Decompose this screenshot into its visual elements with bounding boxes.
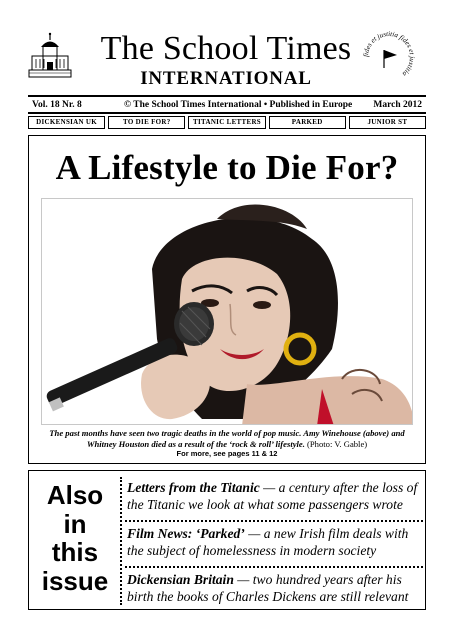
masthead bbox=[0, 0, 452, 96]
newspaper-title: The School Times bbox=[100, 30, 352, 67]
photo-caption bbox=[37, 428, 417, 450]
svg-text:fides et justitia fides et jus: fides et justitia fides et justitia bbox=[361, 29, 417, 78]
heading-line: this bbox=[51, 537, 99, 567]
cover-photo bbox=[41, 198, 413, 425]
also-in-this-issue-heading bbox=[33, 481, 117, 595]
teaser-title: Dickensian Britain bbox=[127, 572, 234, 587]
dotted-divider bbox=[120, 477, 122, 605]
teaser-title: Film News: ‘Parked’ bbox=[127, 526, 245, 541]
school-building-logo bbox=[28, 32, 72, 78]
caption-text: The past months have seen two tragic deaths in the world of pop music. Amy Winehouse (above) and Whitney Houston died as a result of the ‘rock & roll’ lifestyle. bbox=[49, 428, 405, 449]
see-more-pages: For more, see pages 11 & 12 bbox=[176, 449, 278, 458]
nav-tab-to-die-for[interactable]: TO DIE FOR? bbox=[108, 116, 185, 129]
cover-headline: A Lifestyle to Die For? bbox=[55, 148, 399, 187]
masthead-rule-bottom bbox=[28, 112, 426, 114]
nav-tab-dickensian-uk[interactable]: DICKENSIAN UK bbox=[28, 116, 105, 129]
teaser-titanic-letters[interactable] bbox=[127, 479, 423, 513]
nav-tab-titanic-letters[interactable]: TITANIC LETTERS bbox=[188, 116, 265, 129]
newspaper-subtitle: INTERNATIONAL bbox=[140, 68, 312, 89]
issue-date: March 2012 bbox=[373, 100, 422, 110]
nav-tab-junior-st[interactable]: JUNIOR ST bbox=[349, 116, 426, 129]
photo-credit: (Photo: V. Gable) bbox=[304, 439, 368, 449]
publisher-line: © The School Times International • Published in Europe bbox=[124, 100, 353, 110]
teaser-title: Letters from the Titanic bbox=[127, 480, 260, 495]
masthead-rule-top bbox=[28, 95, 426, 97]
teaser-text: — a new Irish film deals with the subject of homelessness in modern society bbox=[127, 526, 409, 558]
singer-illustration bbox=[42, 199, 413, 425]
teaser-text: — a century after the loss of the Titanic we look at what some passengers wrote bbox=[127, 480, 418, 512]
teaser-text: — two hundred years after his birth the books of Charles Dickens are still relevant bbox=[127, 572, 409, 604]
motto-seal-logo bbox=[360, 28, 418, 86]
heading-line: issue bbox=[41, 565, 109, 596]
teaser-parked[interactable] bbox=[127, 525, 423, 559]
heading-line: in bbox=[63, 508, 87, 539]
heading-line: Also bbox=[46, 480, 104, 510]
cover-story bbox=[28, 135, 426, 464]
issue-info bbox=[32, 98, 422, 112]
teaser-dickensian-britain[interactable] bbox=[127, 571, 423, 605]
teaser-separator bbox=[125, 566, 423, 568]
section-nav bbox=[28, 116, 426, 129]
nav-tab-parked[interactable]: PARKED bbox=[269, 116, 346, 129]
teaser-separator bbox=[125, 520, 423, 522]
volume-number: Vol. 18 Nr. 8 bbox=[32, 100, 82, 110]
also-in-this-issue bbox=[28, 470, 426, 610]
